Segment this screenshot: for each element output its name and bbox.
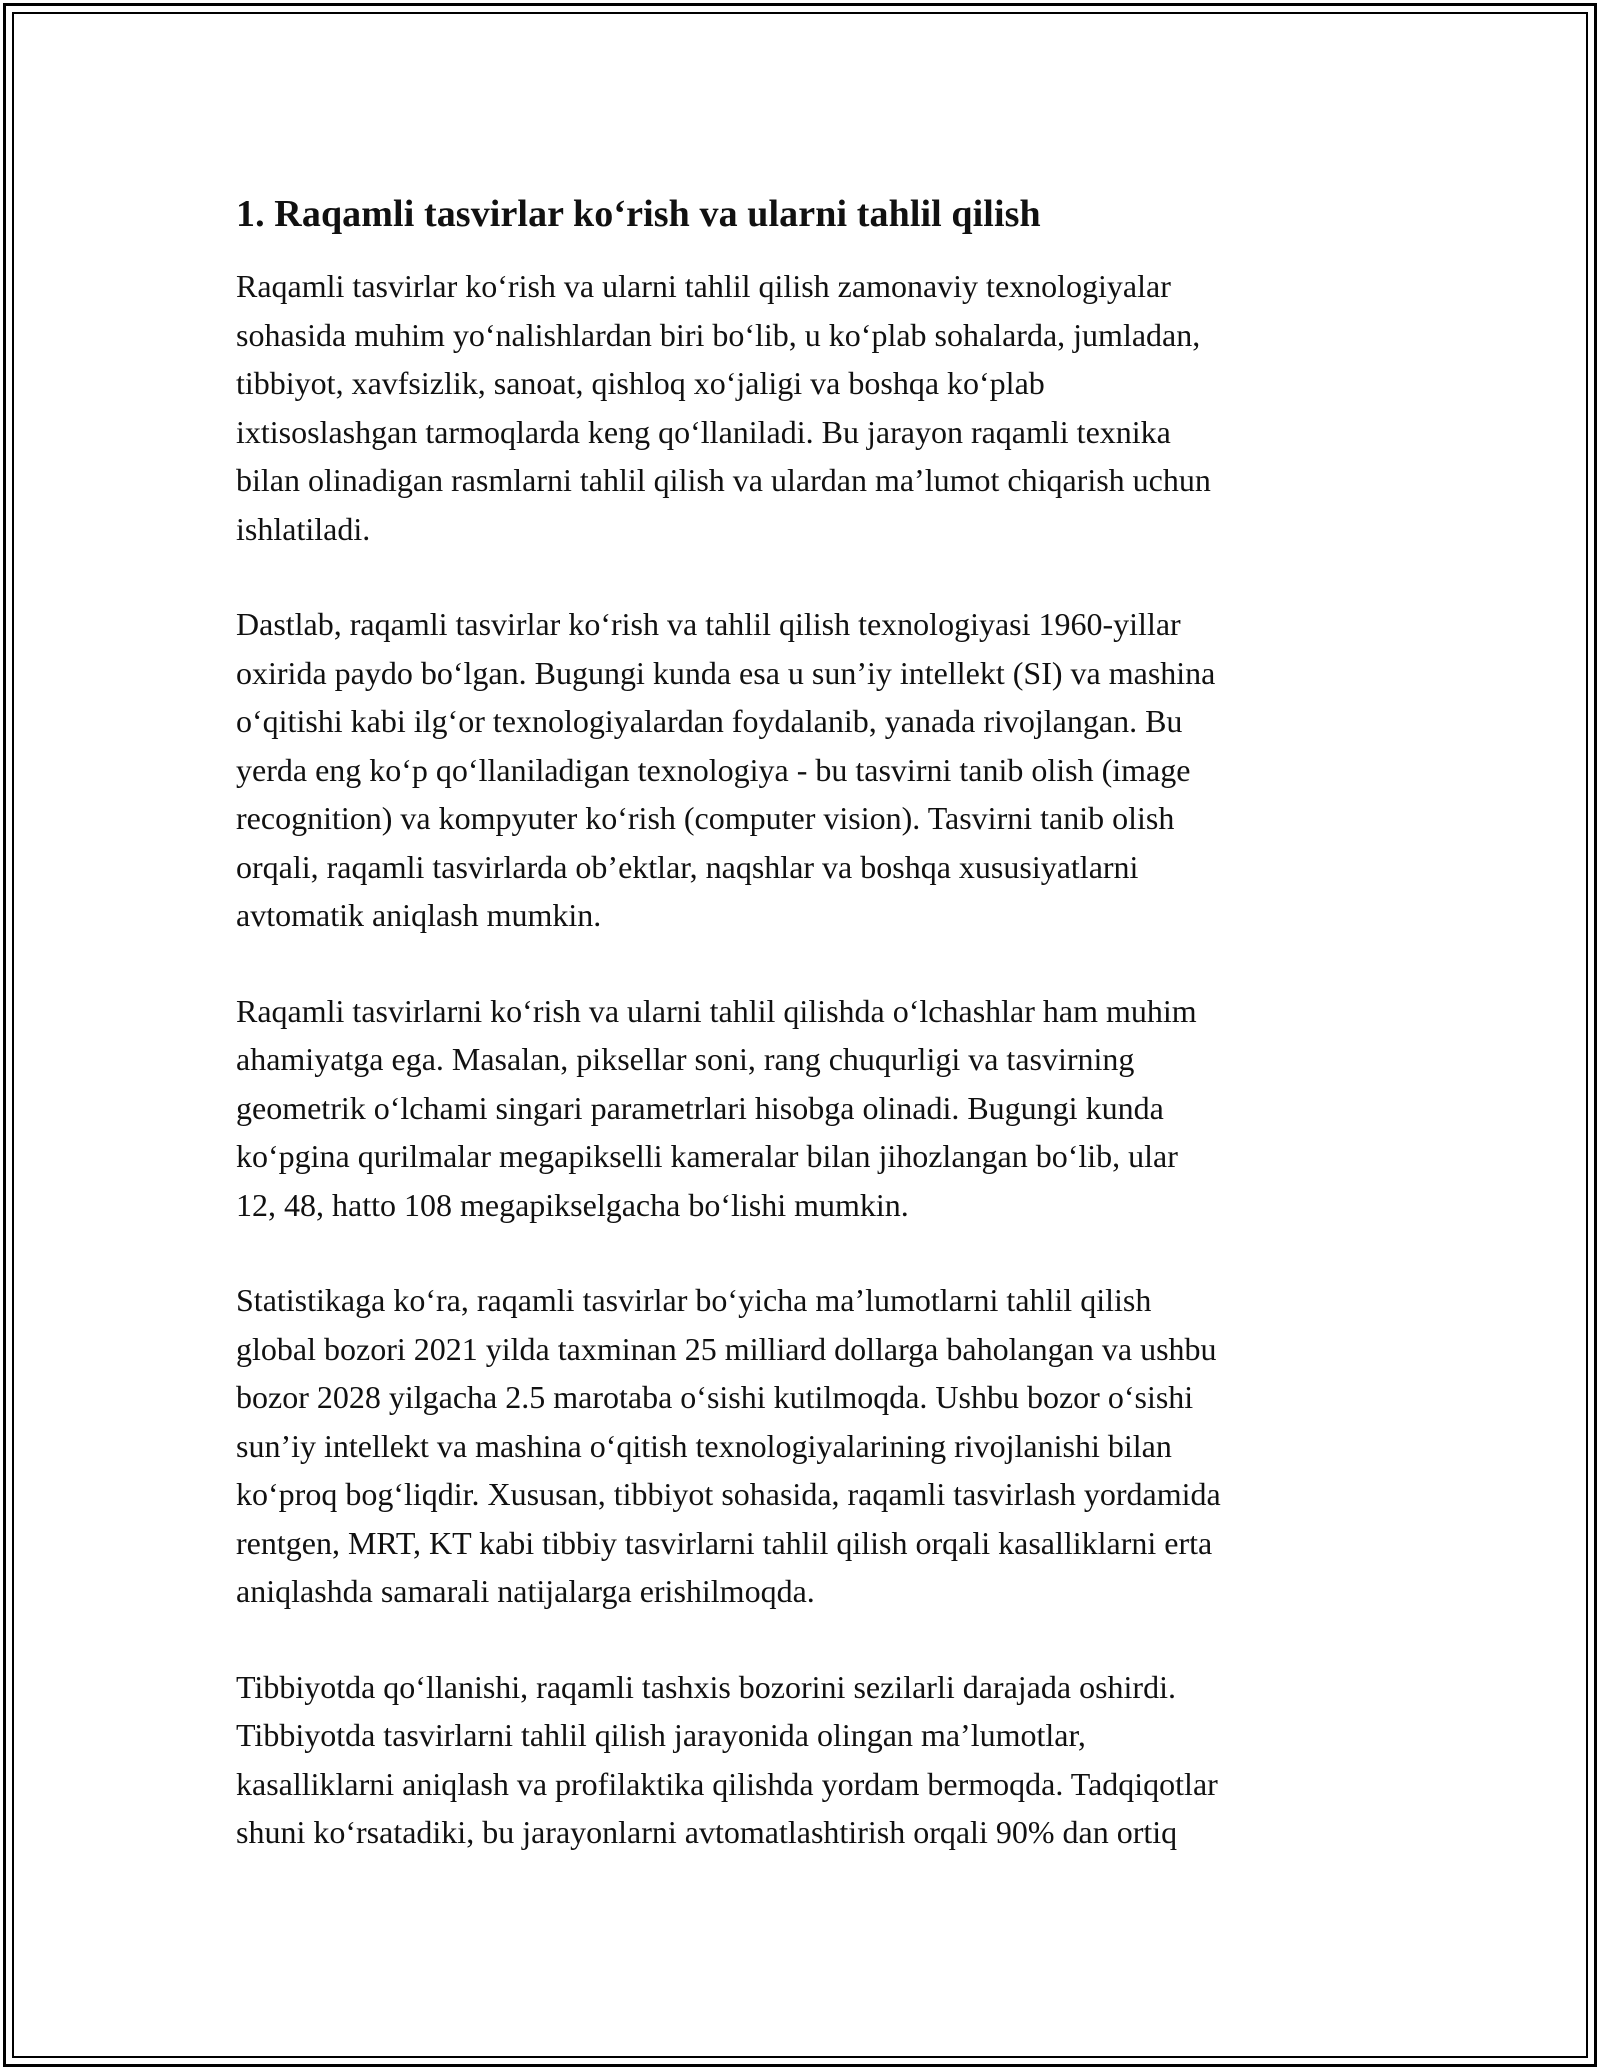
text-line: Statistikaga ko‘ra, raqamli tasvirlar bo‘yicha ma’lumotlarni tahlil qilish: [236, 1282, 1152, 1318]
text-line: ahamiyatga ega. Masalan, piksellar soni, rang chuqurligi va tasvirning: [236, 1041, 1135, 1077]
paragraph-2: [236, 600, 1366, 940]
paragraph-1: [236, 262, 1366, 553]
text-line: sohasida muhim yo‘nalishlardan biri bo‘lib, u ko‘plab sohalarda, jumladan,: [236, 316, 1201, 353]
text-line: bozor 2028 yilgacha 2.5 marotaba o‘sishi kutilmoqda. Ushbu bozor o‘sishi: [236, 1379, 1194, 1415]
text-line: rentgen, MRT, KT kabi tibbiy tasvirlarni tahlil qilish orqali kasalliklarni erta: [236, 1524, 1213, 1561]
text-line: o‘qitishi kabi ilg‘or texnologiyalardan foydalanib, yanada rivojlangan. Bu: [236, 703, 1183, 739]
text-line: global bozori 2021 yilda taxminan 25 milliard dollarga baholangan va ushbu: [236, 1330, 1217, 1367]
text-line: ko‘proq bog‘liqdir. Xususan, tibbiyot sohasida, raqamli tasvirlash yordamida: [236, 1476, 1221, 1512]
text-line: oxirida paydo bo‘lgan. Bugungi kunda esa u sun’iy intellekt (SI) va mashina: [236, 654, 1216, 691]
text-line: aniqlashda samarali natijalarga erishilmoqda.: [236, 1573, 815, 1609]
text-line: geometrik o‘lchami singari parametrlari hisobga olinadi. Bugungi kunda: [236, 1089, 1164, 1126]
text-line: ishlatiladi.: [236, 510, 371, 547]
section-heading: 1. Raqamli tasvirlar ko‘rish va ularni tahlil qilish: [236, 193, 1041, 235]
text-line: Dastlab, raqamli tasvirlar ko‘rish va tahlil qilish texnologiyasi 1960-yillar: [236, 606, 1181, 642]
text-line: ko‘pgina qurilmalar megapikselli kameralar bilan jihozlangan bo‘lib, ular: [236, 1138, 1178, 1174]
text-line: shuni ko‘rsatadiki, bu jarayonlarni avtomatlashtirish orqali 90% dan ortiq: [236, 1814, 1178, 1850]
text-line: tibbiyot, xavfsizlik, sanoat, qishloq xo‘jaligi va boshqa ko‘plab: [236, 365, 1045, 401]
document-body: [236, 186, 1366, 1904]
paragraph-5: [236, 1663, 1366, 1857]
paragraph-3: [236, 987, 1366, 1230]
text-line: bilan olinadigan rasmlarni tahlil qilish va ulardan ma’lumot chiqarish uchun: [236, 462, 1211, 498]
text-line: sun’iy intellekt va mashina o‘qitish texnologiyalarining rivojlanishi bilan: [236, 1427, 1172, 1464]
text-line: ixtisoslashgan tarmoqlarda keng qo‘llaniladi. Bu jarayon raqamli texnika: [236, 413, 1171, 450]
text-line: Tibbiyotda qo‘llanishi, raqamli tashxis bozorini sezilarli darajada oshirdi.: [236, 1668, 1176, 1705]
text-line: yerda eng ko‘p qo‘llaniladigan texnologiya - bu tasvirni tanib olish (image: [236, 751, 1191, 788]
text-line: recognition) va kompyuter ko‘rish (computer vision). Tasvirni tanib olish: [236, 800, 1175, 836]
text-line: 12, 48, hatto 108 megapikselgacha bo‘lishi mumkin.: [236, 1186, 909, 1223]
paragraph-4: [236, 1276, 1366, 1616]
text-line: Tibbiyotda tasvirlarni tahlil qilish jarayonida olingan ma’lumotlar,: [236, 1717, 1086, 1753]
text-line: orqali, raqamli tasvirlarda ob’ektlar, naqshlar va boshqa xususiyatlarni: [236, 848, 1139, 885]
text-line: kasalliklarni aniqlash va profilaktika qilishda yordam bermoqda. Tadqiqotlar: [236, 1765, 1218, 1802]
text-line: Raqamli tasvirlar ko‘rish va ularni tahlil qilish zamonaviy texnologiyalar: [236, 268, 1171, 304]
text-line: Raqamli tasvirlarni ko‘rish va ularni tahlil qilishda o‘lchashlar ham muhim: [236, 992, 1197, 1029]
text-line: avtomatik aniqlash mumkin.: [236, 897, 602, 933]
